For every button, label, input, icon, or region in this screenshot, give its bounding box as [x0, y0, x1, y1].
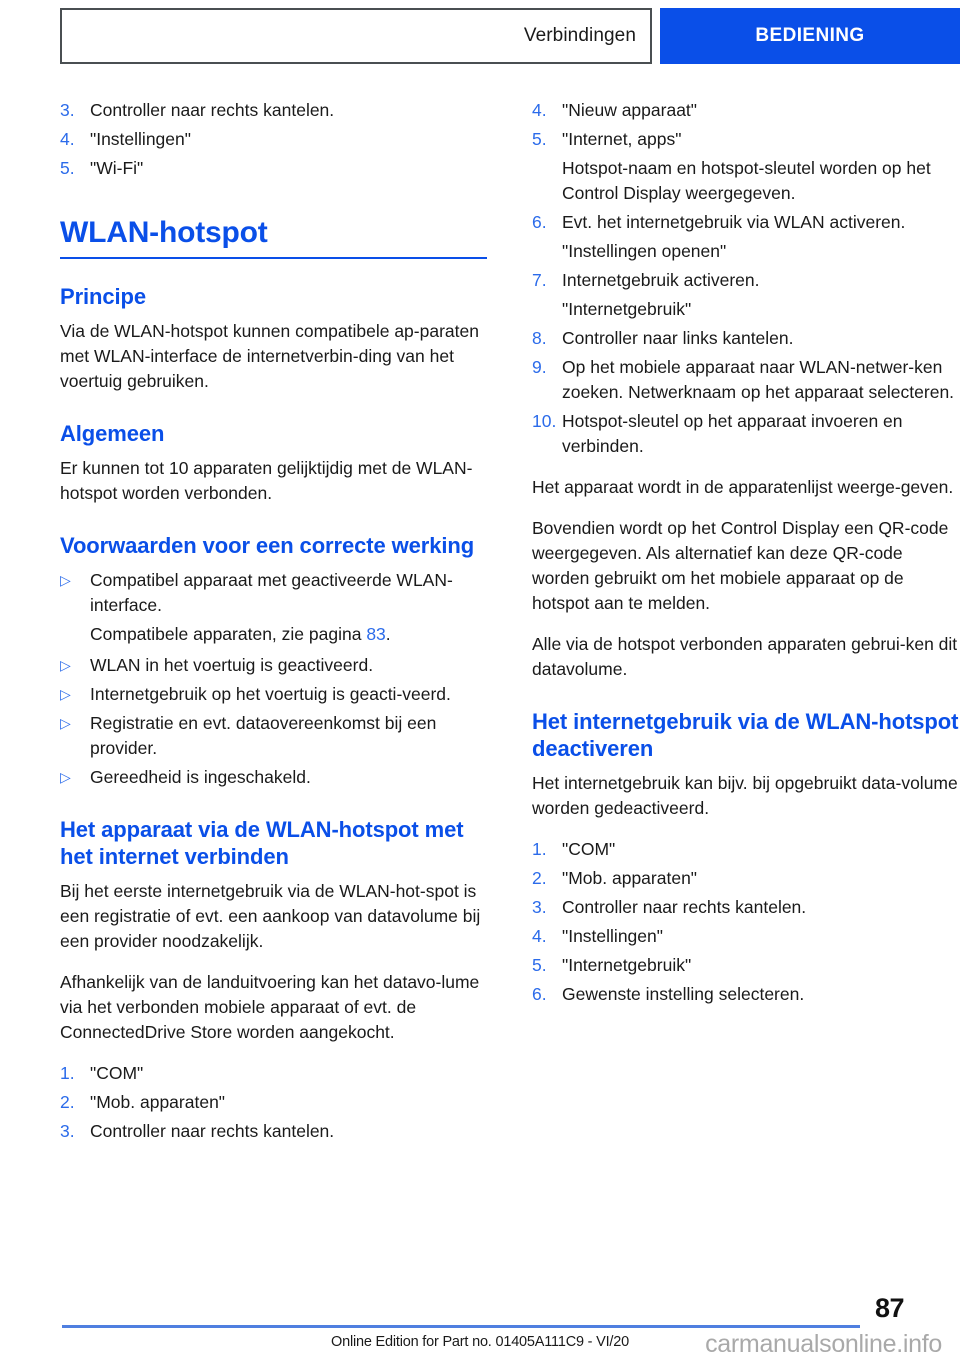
step-substep: "Internetgebruik" [562, 299, 692, 319]
step-number: 1. [60, 1063, 75, 1083]
page-title: WLAN-hotspot [60, 216, 268, 249]
list-item [532, 268, 959, 293]
step-text: "Instellingen" [90, 129, 191, 149]
header-section-label: Verbindingen [523, 25, 636, 46]
step-text: Controller naar rechts kantelen. [90, 1121, 335, 1141]
header-chapter-label: BEDIENING [755, 25, 865, 46]
step-text: "Mob. apparaten" [562, 868, 698, 888]
step-number: 2. [60, 1092, 75, 1112]
step-number: 5. [532, 955, 547, 975]
step-text: "COM" [90, 1063, 144, 1083]
bullet-text: Compatibel apparaat met geactiveerde WLAN-interface. [90, 570, 453, 615]
step-number: 9. [532, 357, 547, 377]
step-substep: "Instellingen openen" [562, 241, 727, 261]
note-prefix: Compatibele apparaten, zie pagina [90, 624, 367, 644]
list-item [532, 98, 959, 123]
step-substep-wrapper [532, 156, 959, 206]
step-text: "Internet, apps" [562, 129, 682, 149]
list-item [60, 98, 487, 123]
triangle-bullet-icon: ▷ [60, 769, 71, 785]
step-substep: Hotspot-naam en hotspot-sleutel worden op het Control Display weergegeven. [562, 158, 931, 203]
step-text: "Mob. apparaten" [90, 1092, 226, 1112]
triangle-bullet-icon: ▷ [60, 572, 71, 588]
list-item [60, 1061, 487, 1086]
heading-voorwaarden: Voorwaarden voor een correcte werking [60, 533, 475, 558]
verbinden-step-list [60, 1061, 487, 1144]
step-number: 3. [60, 1121, 75, 1141]
paragraph-datavolume: Alle via de hotspot verbonden apparaten gebrui‑ken dit datavolume. [532, 634, 958, 679]
step-text: Gewenste instelling selecteren. [562, 984, 805, 1004]
title-underline [60, 257, 487, 259]
step-number: 2. [532, 868, 547, 888]
list-item [532, 326, 959, 351]
paragraph-qr-code: Bovendien wordt op het Control Display een QR-code weergegeven. Als alternatief kan deze QR-code worden gebruikt om het mobiele apparaat op de hotspot aan te melden. [532, 518, 949, 613]
paragraph-verbinden-2: Afhankelijk van de landuitvoering kan het datavo‑lume via het verbonden mobiele apparaat of evt. de ConnectedDrive Store worden aangekocht. [60, 972, 480, 1042]
step-substep-wrapper [532, 297, 959, 322]
header-section-box [60, 8, 652, 64]
voorwaarden-note [60, 622, 487, 647]
heading-verbinden: Het apparaat via de WLAN-hotspot met het internet verbinden [60, 817, 464, 869]
step-number: 10. [532, 411, 557, 431]
step-text: Op het mobiele apparaat naar WLAN-netwer‑ken zoeken. Netwerknaam op het apparaat selecteren. [562, 357, 955, 402]
step-text: Internetgebruik activeren. [562, 270, 760, 290]
paragraph-verbinden-1: Bij het eerste internetgebruik via de WLAN-hot‑spot is een registratie of evt. een aankoop van datavolume bij een provider noodzakelijk. [60, 881, 481, 951]
step-substep-wrapper [532, 239, 959, 264]
step-number: 8. [532, 328, 547, 348]
list-item [60, 127, 487, 152]
step-number: 3. [532, 897, 547, 917]
list-item [532, 866, 959, 891]
page-reference-link[interactable]: 83 [366, 624, 386, 644]
step-number: 5. [532, 129, 547, 149]
step-text: "Nieuw apparaat" [562, 100, 698, 120]
heading-algemeen: Algemeen [60, 421, 165, 446]
paragraph-device-list: Het apparaat wordt in de apparatenlijst weerge‑geven. [532, 477, 954, 497]
list-item [60, 156, 487, 181]
list-item [60, 1090, 487, 1115]
watermark-text: carmanualsonline.info [705, 1330, 942, 1358]
list-item [532, 982, 959, 1007]
list-item [60, 653, 487, 678]
list-item [532, 895, 959, 920]
list-item [60, 568, 487, 618]
triangle-bullet-icon: ▷ [60, 657, 71, 673]
step-number: 5. [60, 158, 75, 178]
list-item [532, 355, 959, 405]
bullet-text: Internetgebruik op het voertuig is geacti‑veerd. [90, 684, 451, 704]
list-item [532, 127, 959, 152]
triangle-bullet-icon: ▷ [60, 686, 71, 702]
list-item [532, 924, 959, 949]
bullet-text: Gereedheid is ingeschakeld. [90, 767, 311, 787]
paragraph-principe: Via de WLAN-hotspot kunnen compatibele ap‑paraten met WLAN-interface de internetverbin‑ding van het voertuig gebruiken. [60, 321, 479, 391]
list-item [532, 210, 959, 235]
footer-rule [62, 1325, 860, 1328]
list-item [532, 953, 959, 978]
step-number: 4. [532, 100, 547, 120]
continued-step-list [60, 98, 487, 181]
page-header [60, 8, 960, 64]
right-step-list [532, 98, 959, 459]
step-number: 7. [532, 270, 547, 290]
paragraph-deactiveren: Het internetgebruik kan bijv. bij opgebruikt data‑volume worden gedeactiveerd. [532, 773, 958, 818]
note-suffix: . [385, 624, 391, 644]
voorwaarden-bullet-list [60, 568, 487, 790]
list-item [532, 409, 959, 459]
heading-deactiveren: Het internetgebruik via de WLAN-hotspot deactiveren [532, 709, 959, 761]
step-text: Controller naar links kantelen. [562, 328, 794, 348]
list-item [60, 682, 487, 707]
step-text: "Wi-Fi" [90, 158, 144, 178]
deactiveren-step-list [532, 837, 959, 1007]
step-text: "Instellingen" [562, 926, 663, 946]
page-number: 87 [874, 1293, 904, 1323]
step-number: 1. [532, 839, 547, 859]
step-number: 6. [532, 212, 547, 232]
step-number: 4. [532, 926, 547, 946]
note-line [90, 622, 487, 647]
step-number: 6. [532, 984, 547, 1004]
right-column [532, 98, 959, 1160]
step-text: Evt. het internetgebruik via WLAN activeren. [562, 212, 906, 232]
step-text: Controller naar rechts kantelen. [90, 100, 335, 120]
triangle-bullet-icon: ▷ [60, 715, 71, 731]
footer-edition-text: Online Edition for Part no. 01405A111C9 - VI/20 [331, 1334, 629, 1350]
left-column [60, 98, 487, 1160]
step-text: Controller naar rechts kantelen. [562, 897, 807, 917]
paragraph-algemeen: Er kunnen tot 10 apparaten gelijktijdig met de WLAN-hotspot worden verbonden. [60, 458, 473, 503]
list-item [60, 711, 487, 761]
bullet-text: Registratie en evt. dataovereenkomst bij een provider. [90, 713, 437, 758]
step-text: "Internetgebruik" [562, 955, 692, 975]
list-item [532, 837, 959, 862]
page-columns [60, 98, 960, 1160]
step-text: "COM" [562, 839, 616, 859]
header-chapter-box [660, 8, 960, 64]
step-number: 4. [60, 129, 75, 149]
list-item [60, 765, 487, 790]
heading-principe: Principe [60, 284, 147, 309]
step-number: 3. [60, 100, 75, 120]
step-text: Hotspot-sleutel op het apparaat invoeren en verbinden. [562, 411, 903, 456]
bullet-text: WLAN in het voertuig is geactiveerd. [90, 655, 374, 675]
list-item [60, 1119, 487, 1144]
